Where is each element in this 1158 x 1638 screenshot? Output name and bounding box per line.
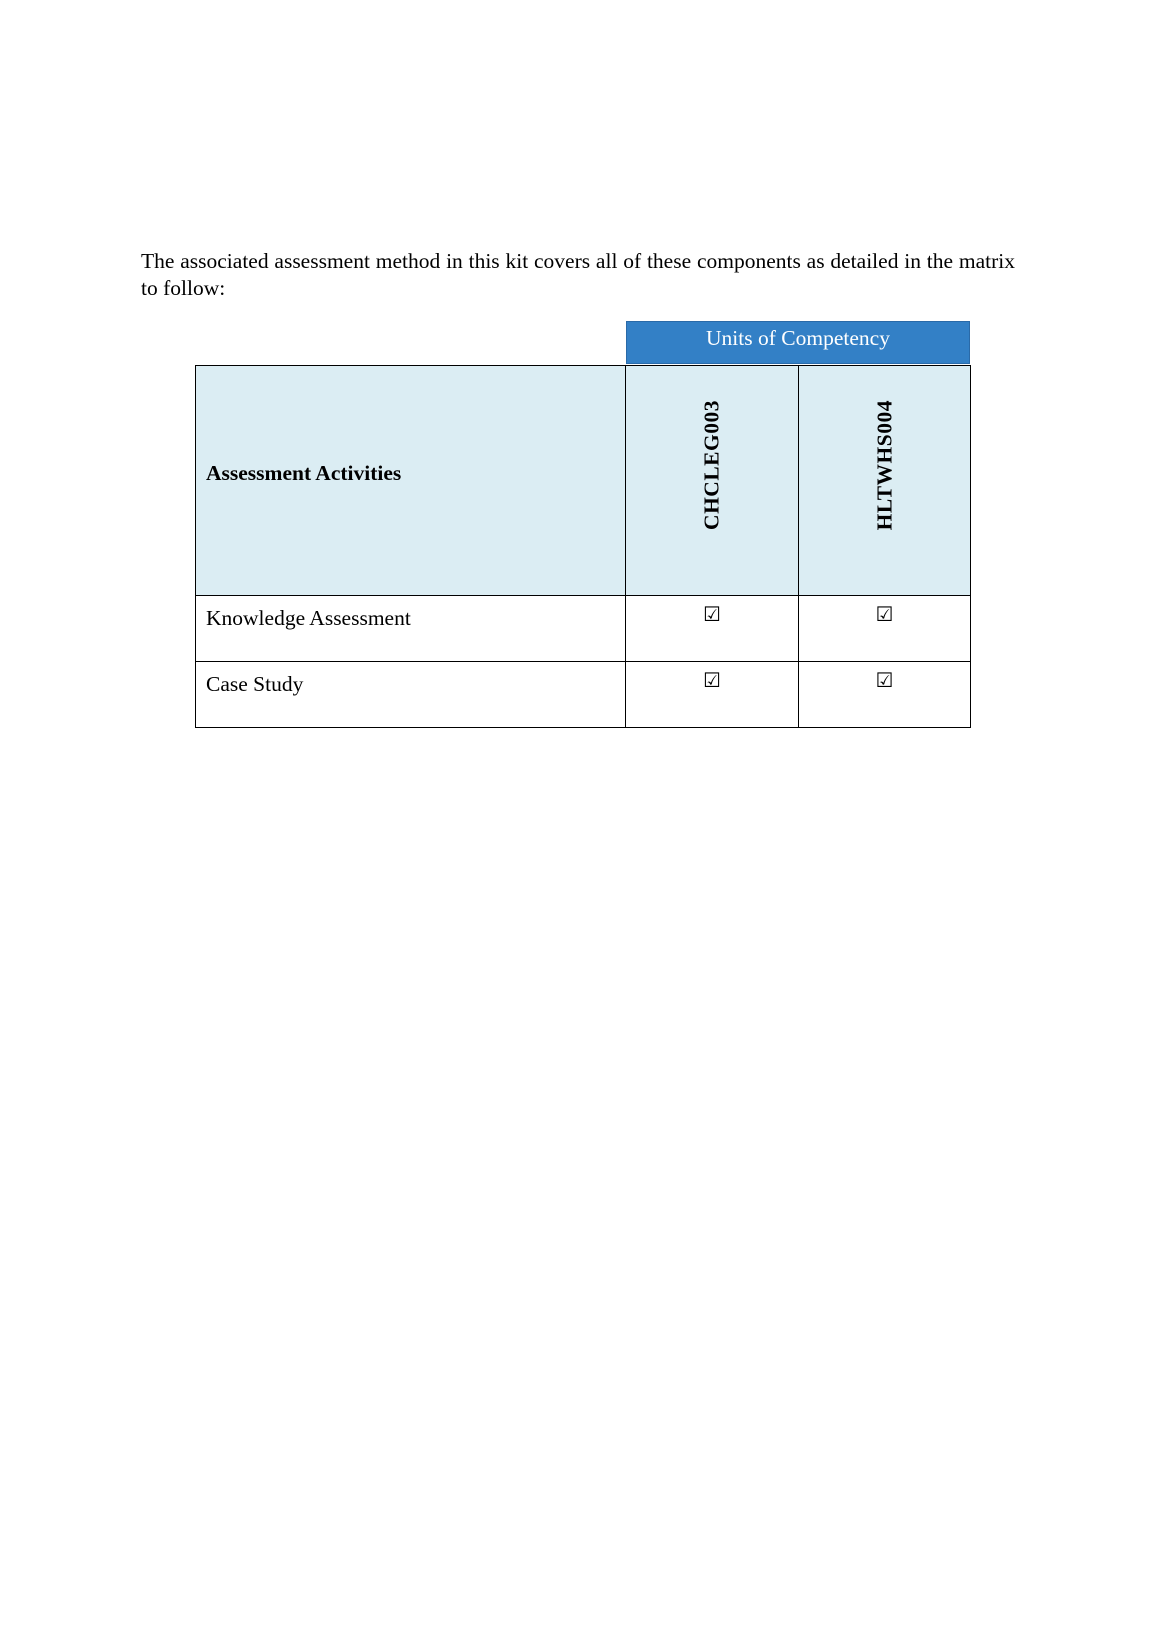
checked-box-icon: ☑ xyxy=(703,668,721,692)
unit-code-label: CHCLEG003 xyxy=(699,400,724,530)
check-cell xyxy=(626,662,799,728)
activity-name: Case Study xyxy=(196,662,626,728)
checked-box-icon: ☑ xyxy=(703,602,721,626)
unit-column-header xyxy=(799,366,971,596)
assessment-activities-header: Assessment Activities xyxy=(196,366,626,596)
check-cell xyxy=(626,596,799,662)
unit-column-header xyxy=(626,366,799,596)
checked-box-icon: ☑ xyxy=(875,602,894,626)
unit-code-label: HLTWHS004 xyxy=(872,400,896,531)
activity-name: Knowledge Assessment xyxy=(196,596,626,662)
table-row xyxy=(196,596,971,662)
matrix-header-row xyxy=(196,366,971,596)
checked-box-icon: ☑ xyxy=(875,668,894,692)
check-cell xyxy=(799,662,971,728)
assessment-matrix-table xyxy=(195,365,971,728)
units-of-competency-header: Units of Competency xyxy=(626,321,970,364)
intro-paragraph: The associated assessment method in this kit covers all of these components as detailed in the matrix to follow: xyxy=(141,249,1015,300)
check-cell xyxy=(799,596,971,662)
table-row xyxy=(196,662,971,728)
